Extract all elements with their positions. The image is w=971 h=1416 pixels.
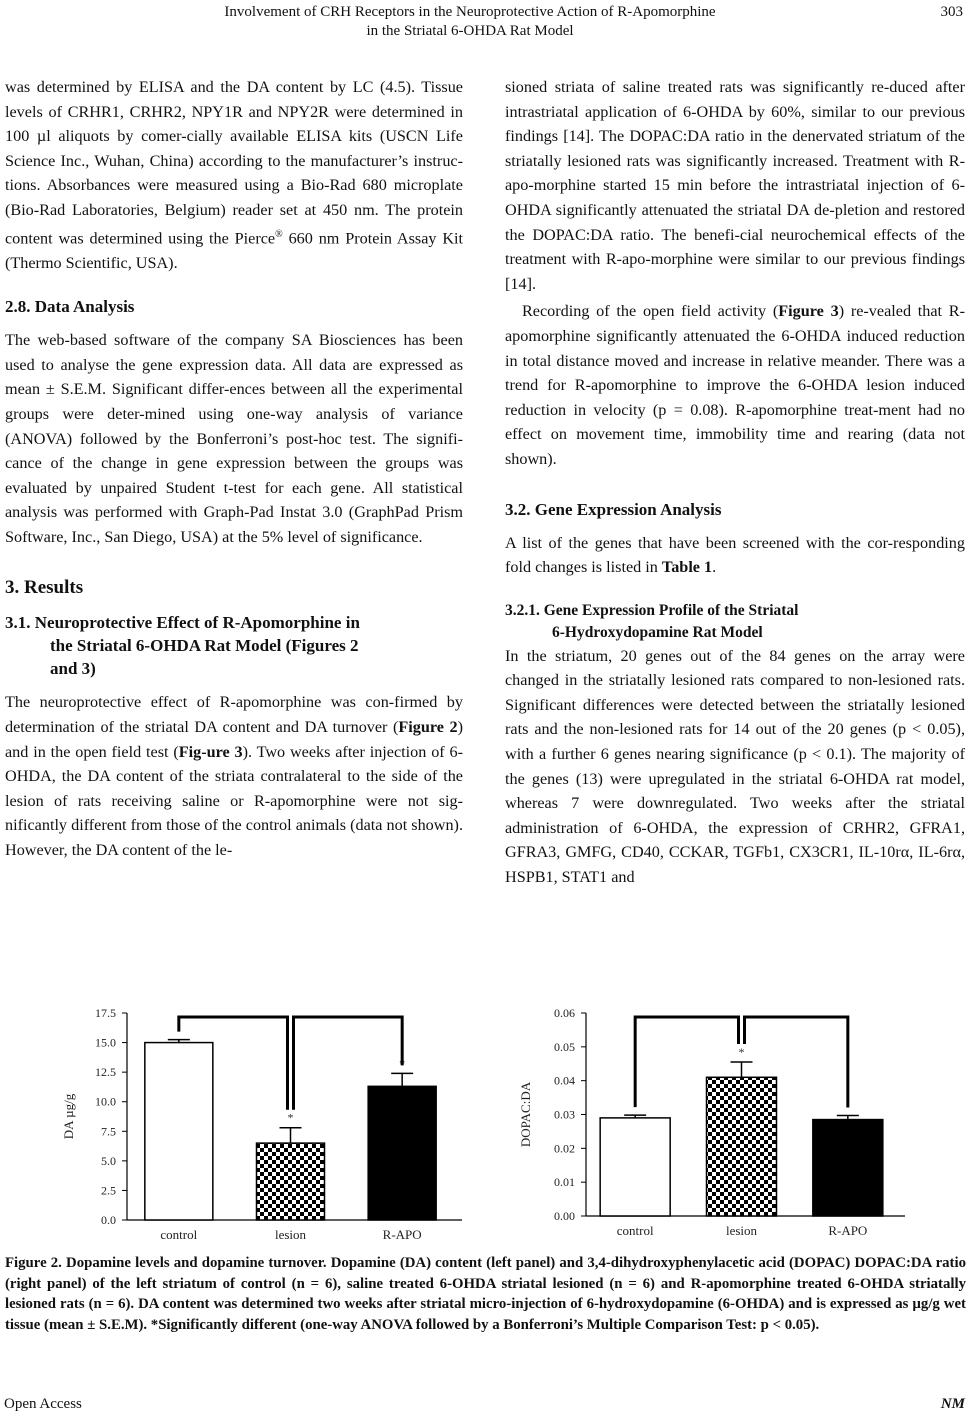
y-tick-label: 7.5 xyxy=(101,1124,116,1139)
y-tick-label: 15.0 xyxy=(95,1035,116,1050)
bar-lesion xyxy=(257,1143,325,1220)
x-tick-label: lesion xyxy=(274,1227,307,1242)
y-tick-label: 2.5 xyxy=(101,1183,116,1198)
figure-3-ref[interactable]: Fig-ure 3 xyxy=(178,742,243,761)
registered-mark: ® xyxy=(275,228,283,240)
section-heading-3-1: 3.1. Neuroprotective Effect of R-Apomorphine in the Striatal 6-OHDA Rat Model (Figures 2 and 3) xyxy=(5,613,360,679)
x-tick-label: R-APO xyxy=(828,1223,868,1238)
x-tick-label: R-APO xyxy=(382,1227,422,1242)
y-tick-label: 12.5 xyxy=(95,1065,116,1080)
figure-2 xyxy=(0,1000,971,1250)
y-tick-label: 0.02 xyxy=(554,1141,575,1156)
open-field-paragraph: Recording of the open field activity (Figure 3) re-vealed that R-apomorphine significantly attenuated the 6-OHDA induced reduction in total distance moved and increase in relative meander. There was a trend for R-apomorphine to improve the 6-OHDA lesion induced reduction in velocity (p = 0.08). R-apomorphine treat-ment had no effect on movement time, immobility time and rearing (data not shown). xyxy=(505,302,965,468)
page-footer xyxy=(0,1394,971,1416)
y-tick-label: 5.0 xyxy=(101,1153,116,1168)
y-tick-label: 0.04 xyxy=(554,1073,575,1088)
left-column xyxy=(5,75,463,863)
significance-marker: * xyxy=(287,1110,294,1125)
section-heading-data-analysis: 2.8. Data Analysis xyxy=(5,297,135,317)
section-heading-results: 3. Results xyxy=(5,577,84,599)
significance-marker: * xyxy=(399,1056,406,1071)
chart-dopac-da-ratio xyxy=(518,1006,905,1238)
figure-2-caption: Figure 2. Dopamine levels and dopamine turnover. Dopamine (DA) content (left panel) and 3,4-dihydroxyphenylacetic acid (DOPAC) DOPAC:DA ratio (right panel) of the left striatum of control (n = 6), saline treated 6-OHDA striatal lesioned (n = 6) and R-apomorphine treated 6-OHDA striatally lesioned rats (n = 6). DA content was determined two weeks after striatal micro-injection of 6-hydroxydopamine (6-OHDA) and is expressed as µg/g wet tissue (mean ± S.E.M). *Significantly different (one-way ANOVA followed by a Bonferroni’s Multiple Comparison Test: p < 0.05). xyxy=(5,1255,966,1333)
page-number: 303 xyxy=(940,4,963,20)
y-axis-label: DA µg/g xyxy=(61,1093,76,1140)
section-heading-3-2: 3.2. Gene Expression Analysis xyxy=(505,499,722,519)
bar-r-apo xyxy=(368,1086,436,1220)
y-tick-label: 0.0 xyxy=(101,1213,116,1227)
x-tick-label: lesion xyxy=(725,1223,758,1238)
y-axis-label: DOPAC:DA xyxy=(518,1081,533,1148)
methods-paragraph: was determined by ELISA and the DA content by LC (4.5). Tissue levels of CRHR1, CRHR2, NPY1R and NPY2R were determined in 100 µl aliquots by comer-cially available ELISA kits (USCN Life Science Inc., Wuhan, China) according to the manufacturer’s instruc-tions. Absorbances were measured using a Bio-Rad 680 microplate (Bio-Rad Laboratories, Belgium) reader set at 450 nm. The protein content was determined using the Pierce® 660 nm Protein Assay Kit (Thermo Scientific, USA). xyxy=(5,78,463,272)
bar-control xyxy=(600,1118,670,1216)
results-paragraph-3-1: The neuroprotective effect of R-apomorphine was con-firmed by determination of the striatal DA content and DA turnover (Figure 2) and in the open field test (Fig-ure 3). Two weeks after injection of 6-OHDA, the DA content of the striata contralateral to the side of the lesion of rats receiving saline or R-apomorphine were not sig-nificantly different from those of the control animals (data not shown). However, the DA content of the le- xyxy=(5,693,464,860)
figure-2-ref[interactable]: Figure 2 xyxy=(398,718,458,737)
bar-r-apo xyxy=(813,1120,883,1216)
journal-abbreviation: NM xyxy=(940,1396,965,1412)
x-tick-label: control xyxy=(616,1223,654,1238)
right-column xyxy=(505,75,965,890)
bar-control xyxy=(145,1043,213,1220)
x-tick-label: control xyxy=(160,1227,198,1242)
section-heading-3-2-1: 3.2.1. Gene Expression Profile of the Striatal 6-Hydroxydopamine Rat Model xyxy=(505,601,799,641)
y-tick-label: 17.5 xyxy=(95,1006,116,1020)
running-title-line-2: in the Striatal 6-OHDA Rat Model xyxy=(366,23,574,39)
y-tick-label: 0.00 xyxy=(554,1209,575,1223)
gene-profile-paragraph: In the striatum, 20 genes out of the 84 genes on the array were changed in the striatally lesioned rats compared to non-lesioned rats. Significant differences were detected between the striatally lesioned rats and the non-lesioned rats for 14 out of the 20 genes (p < 0.05), with a further 6 genes nearing significance (p < 0.1). The majority of the genes (13) were upregulated in the striatal 6-OHDA rat model, whereas 7 were downregulated. Two weeks after the striatal administration of 6-OHDA, the expression of CRHR2, GFRA1, GFRA3, GMFG, CD40, CCKAR, TGFb1, CX3CR1, IL-10rα, IL-6rα, HSPB1, STAT1 and xyxy=(505,646,965,887)
bar-lesion xyxy=(707,1077,777,1216)
open-access-label: Open Access xyxy=(4,1396,82,1412)
y-tick-label: 0.05 xyxy=(554,1039,575,1054)
y-tick-label: 0.01 xyxy=(554,1175,575,1190)
data-analysis-paragraph: The web-based software of the company SA Biosciences has been used to analyse the gene expression data. All data are expressed as mean ± S.E.M. Significant differ-ences between all the experimental groups were deter-mined using one-way analysis of variance (ANOVA) followed by the Bonferroni’s post-hoc test. The signifi-cance of the change in gene expression between the groups was evaluated by unpaired Student t-test for each gene. All statistical analysis was performed with Graph-Pad Instat 3.0 (GraphPad Prism Software, Inc., San Diego, USA) at the 5% level of significance. xyxy=(5,331,463,546)
results-paragraph-continued: sioned striata of saline treated rats was significantly re-duced after intrastriatal application of 6-OHDA by 60%, similar to our previous findings [14]. The DOPAC:DA ratio in the denervated striatum of the striatally lesioned rats was significantly increased. Treatment with R-apo-morphine started 15 min before the intrastriatal injection of 6-OHDA significantly attenuated the striatal DA de-pletion and restored the DOPAC:DA ratio. The benefi-cial neurochemical effects of the treatment with R-apo-morphine were similar to our previous findings [14]. xyxy=(505,78,965,293)
figure-2-charts xyxy=(0,1000,971,1250)
y-tick-label: 0.03 xyxy=(554,1107,575,1122)
y-tick-label: 10.0 xyxy=(95,1094,116,1109)
table-1-ref[interactable]: Table 1 xyxy=(661,558,713,577)
y-tick-label: 0.06 xyxy=(554,1006,575,1020)
page-header xyxy=(0,0,971,50)
gene-expression-paragraph: A list of the genes that have been screened with the cor-responding fold changes is listed in Table 1. xyxy=(505,533,965,577)
significance-marker: * xyxy=(738,1045,745,1060)
chart-da-content xyxy=(61,1006,462,1242)
running-title-line-1: Involvement of CRH Receptors in the Neuroprotective Action of R-Apomorphine xyxy=(224,4,716,20)
figure-3-ref-right[interactable]: Figure 3 xyxy=(778,302,839,321)
